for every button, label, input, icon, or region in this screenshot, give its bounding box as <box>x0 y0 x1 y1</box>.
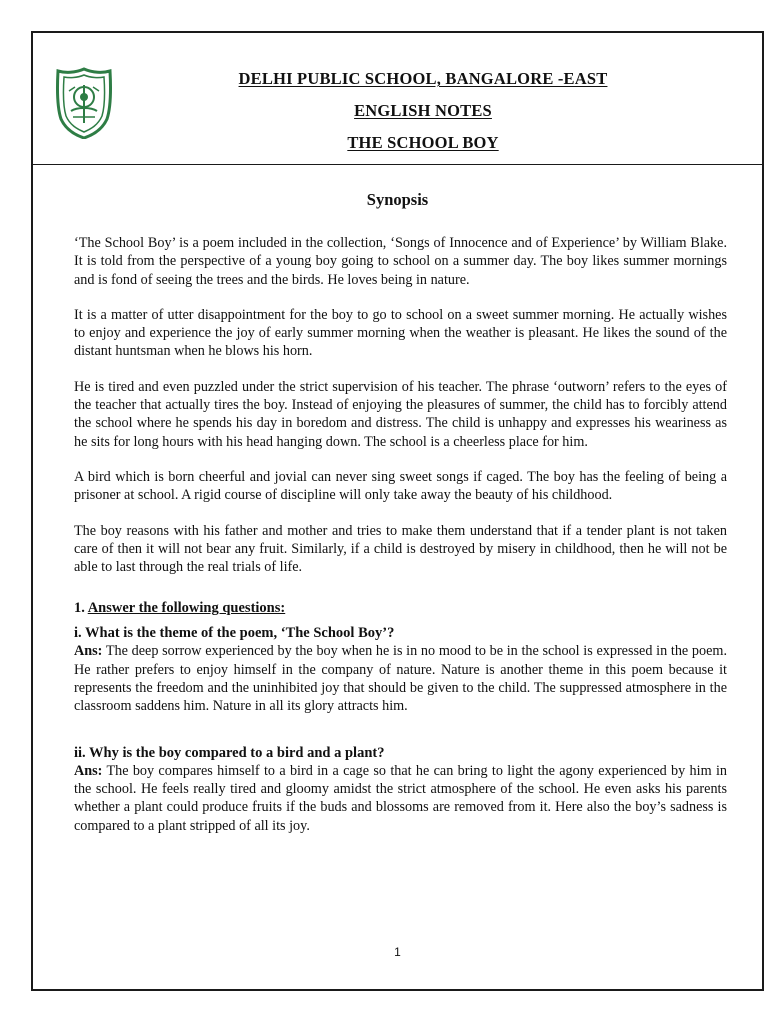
document-body <box>74 234 727 863</box>
section-number: 1. <box>74 600 85 617</box>
section-title: Answer the following questions: <box>87 600 286 617</box>
subject-title: ENGLISH NOTES <box>354 101 492 120</box>
answer-text <box>74 642 727 715</box>
answer-text <box>74 762 727 835</box>
synopsis-heading: Synopsis <box>366 190 429 209</box>
poem-title: THE SCHOOL BOY <box>347 133 499 152</box>
synopsis-paragraph: He is tired and even puzzled under the strict supervision of his teacher. The phrase ‘outworn’ refers to the eyes of the teacher that actually tires the boy. Instead of enjoying the pleasures of summer, the child has to forcibly attend the school where he spends his day in boredom and distress. The child is unhappy and expresses his weariness as he sits for long hours with his head hanging down. The school is a cheerless place for him. <box>74 378 727 450</box>
synopsis-paragraph: It is a matter of utter disappointment for the boy to go to school on a sweet summer morning. He actually wishes to enjoy and experience the joy of early summer morning when the weather is pleasant. He likes the sound of the distant huntsman when he blows his horn. <box>74 306 727 360</box>
page-number: 1 <box>394 945 401 959</box>
answer-body: The deep sorrow experienced by the boy when he is in no mood to be in the school is expressed in the poem. He rather prefers to enjoy himself in the company of nature. Nature is another theme in this poem because it represents the freedom and the uninhibited joy that should be given to the child. The suppressed atmosphere in the classroom saddens him. Nature in all its glory attracts him. <box>74 643 727 715</box>
answer-body: The boy compares himself to a bird in a cage so that he can bring to light the agony experienced by him in the school. He feels really tired and gloomy amidst the strict atmosphere of the school. He even asks his parents whether a plant could produce fruits if the buds and blossoms are removed from it. Here also the boy’s sadness is compared to a plant stripped of all its joy. <box>74 762 727 834</box>
question-text: ii. Why is the boy compared to a bird and a plant? <box>74 744 385 761</box>
school-crest-icon <box>55 67 113 139</box>
questions-heading <box>74 598 727 618</box>
synopsis-paragraph: ‘The School Boy’ is a poem included in the collection, ‘Songs of Innocence and of Experience’ by William Blake. It is told from the perspective of a young boy going to school on a summer day. The boy likes summer mornings and is fond of seeing the trees and the birds. He loves being in nature. <box>74 235 727 288</box>
answer-label: Ans: <box>74 762 103 779</box>
page-frame <box>31 31 764 991</box>
school-name: DELHI PUBLIC SCHOOL, BANGALORE -EAST <box>238 69 608 88</box>
synopsis-paragraph: The boy reasons with his father and mother and tries to make them understand that if a tender plant is not taken care of then it will not bear any fruit. Similarly, if a child is destroyed by misery in childhood, then he will not be able to last through the real trials of life. <box>74 522 727 576</box>
document-header <box>33 33 762 165</box>
header-titles <box>173 63 673 159</box>
question-text: i. What is the theme of the poem, ‘The School Boy’? <box>74 625 395 642</box>
synopsis-paragraph: A bird which is born cheerful and jovial can never sing sweet songs if caged. The boy has the feeling of being a prisoner at school. A rigid course of discipline will only take away the beauty of his childhood. <box>74 468 727 504</box>
answer-label: Ans: <box>74 643 103 660</box>
